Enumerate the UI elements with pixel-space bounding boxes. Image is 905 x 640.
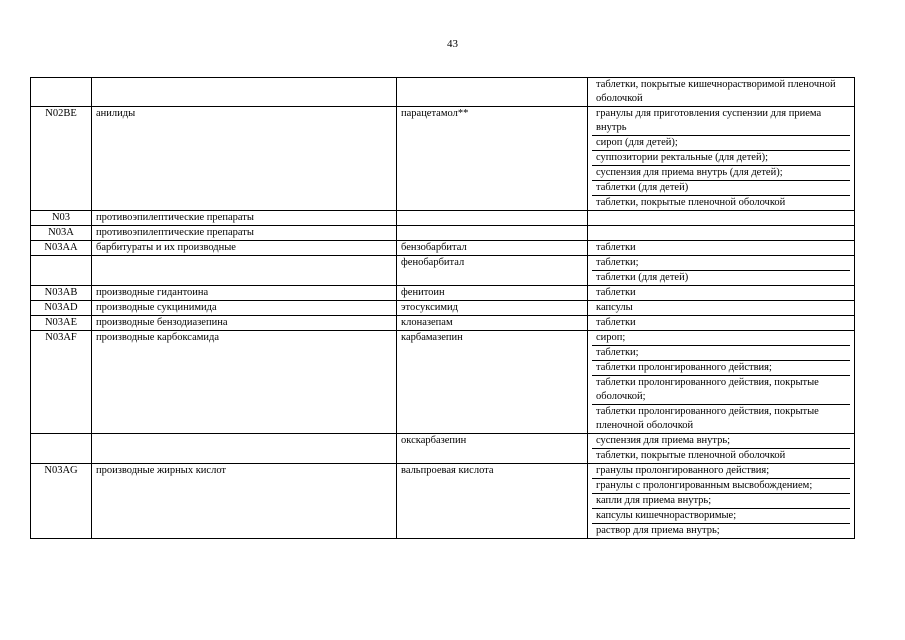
drug-name-cell: бензобарбитал [397,241,588,256]
dosage-form-line: гранулы для приготовления суспензии для приема внутрь [592,107,850,136]
page-number: 43 [447,38,458,50]
dosage-forms-cell [588,256,855,286]
drug-name-cell [397,78,588,107]
dosage-form-line: таблетки пролонгированного действия, покрытые оболочкой; [592,376,850,405]
drug-table-body [31,78,855,539]
dosage-forms-cell [588,301,855,316]
group-name-cell: барбитураты и их производные [92,241,397,256]
group-name-cell [92,434,397,464]
atc-code-cell [31,434,92,464]
atc-code-cell: N03AD [31,301,92,316]
dosage-forms-cell [588,107,855,211]
drug-table [30,77,855,539]
table-row [31,78,855,107]
group-name-cell: противоэпилептические препараты [92,226,397,241]
dosage-form-line: раствор для приема внутрь; [596,525,720,536]
dosage-form-line: гранулы пролонгированного действия; [592,464,850,479]
dosage-form-line: таблетки (для детей) [596,272,689,283]
dosage-form-line: сироп (для детей); [592,136,850,151]
group-name-cell: анилиды [92,107,397,211]
table-row [31,434,855,464]
drug-name-cell [397,226,588,241]
drug-name-cell: этосуксимид [397,301,588,316]
group-name-cell [92,78,397,107]
atc-code-cell [31,78,92,107]
dosage-forms-cell [588,464,855,539]
drug-name-cell: фенобарбитал [397,256,588,286]
table-row [31,286,855,301]
atc-code-cell [31,256,92,286]
dosage-form-line: сироп; [592,331,850,346]
dosage-form-line: суппозитории ректальные (для детей); [592,151,850,166]
dosage-forms-cell [588,241,855,256]
drug-name-cell: парацетамол** [397,107,588,211]
atc-code-cell: N02BE [31,107,92,211]
table-row [31,331,855,434]
dosage-form-line: таблетки (для детей) [592,181,850,196]
dosage-forms-cell [588,331,855,434]
group-name-cell [92,256,397,286]
group-name-cell: производные бензодиазепина [92,316,397,331]
dosage-forms-cell [588,286,855,301]
table-row [31,301,855,316]
table-row [31,107,855,211]
atc-code-cell: N03AB [31,286,92,301]
dosage-form-line: таблетки пролонгированного действия; [592,361,850,376]
dosage-form-line: таблетки пролонгированного действия, покрытые пленочной оболочкой [596,406,819,431]
dosage-form-line: таблетки, покрытые пленочной оболочкой [596,197,786,208]
dosage-form-line [592,211,850,225]
group-name-cell: производные сукцинимида [92,301,397,316]
dosage-form-line: суспензия для приема внутрь (для детей); [592,166,850,181]
group-name-cell: противоэпилептические препараты [92,211,397,226]
group-name-cell: производные гидантоина [92,286,397,301]
dosage-forms-cell [588,226,855,241]
dosage-form-line: таблетки [596,287,636,298]
group-name-cell: производные карбоксамида [92,331,397,434]
atc-code-cell: N03AA [31,241,92,256]
dosage-form-line: таблетки; [592,256,850,271]
dosage-form-line [592,226,850,240]
dosage-form-line: таблетки, покрытые кишечнорастворимой пленочной оболочкой [596,79,836,104]
dosage-form-line: таблетки; [592,346,850,361]
drug-name-cell [397,211,588,226]
dosage-forms-cell [588,211,855,226]
drug-name-cell: карбамазепин [397,331,588,434]
table-row [31,256,855,286]
dosage-form-line: капли для приема внутрь; [592,494,850,509]
table-row [31,226,855,241]
dosage-forms-cell [588,78,855,107]
group-name-cell: производные жирных кислот [92,464,397,539]
dosage-form-line: таблетки, покрытые пленочной оболочкой [596,450,786,461]
atc-code-cell: N03AF [31,331,92,434]
drug-name-cell: окскарбазепин [397,434,588,464]
dosage-form-line: суспензия для приема внутрь; [592,434,850,449]
dosage-form-line: таблетки [596,242,636,253]
dosage-form-line: гранулы с пролонгированным высвобождением; [592,479,850,494]
table-row [31,211,855,226]
atc-code-cell: N03A [31,226,92,241]
table-row [31,464,855,539]
dosage-forms-cell [588,316,855,331]
atc-code-cell: N03AG [31,464,92,539]
atc-code-cell: N03AE [31,316,92,331]
table-row [31,316,855,331]
drug-name-cell: вальпроевая кислота [397,464,588,539]
drug-name-cell: фенитоин [397,286,588,301]
dosage-form-line: капсулы [596,302,633,313]
atc-code-cell: N03 [31,211,92,226]
drug-name-cell: клоназепам [397,316,588,331]
dosage-form-line: таблетки [596,317,636,328]
table-row [31,241,855,256]
dosage-forms-cell [588,434,855,464]
dosage-form-line: капсулы кишечнорастворимые; [592,509,850,524]
